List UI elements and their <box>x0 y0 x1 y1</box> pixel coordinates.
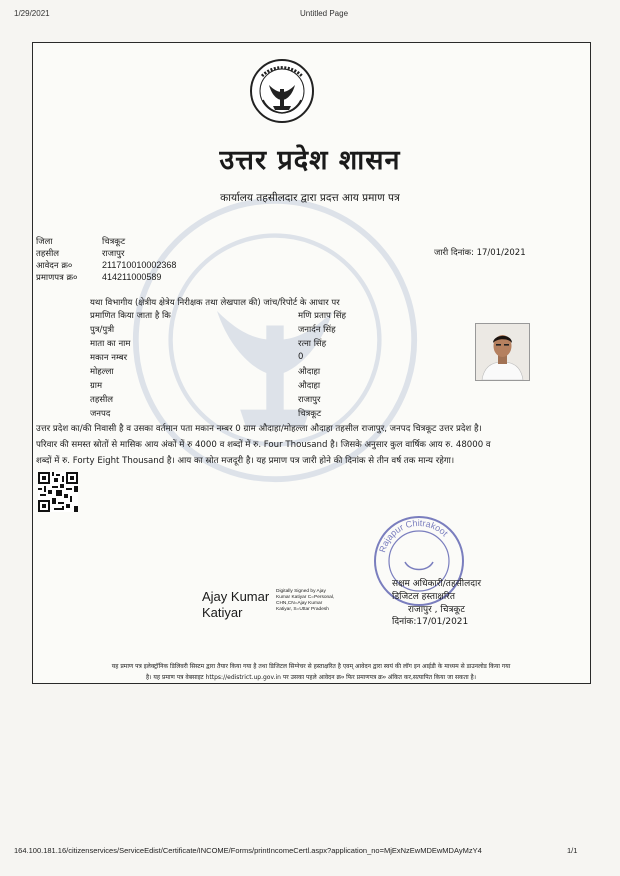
print-date: 1/29/2021 <box>14 9 50 18</box>
footer-note-line: यह प्रमाण पत्र इलेक्ट्रॉनिक डिलिवरी सिस्टम द्वारा तैयार किया गया है तथा डिजिटल सिग्नेचर से हस्ताक्षरित है एवम् आवेदन द्वारा स्वयं की लॉग इन आईडी के माध्यम से डाउनलोड किया गया <box>111 663 511 670</box>
page-count: 1/1 <box>567 846 578 855</box>
detail-value: 0 <box>298 352 304 362</box>
tehsil-label: तहसील <box>36 249 60 259</box>
svg-text:Rajapur Chitrakoot: Rajapur Chitrakoot <box>377 517 450 554</box>
detail-label: पुत्र/पुत्री <box>90 325 115 335</box>
print-url: 164.100.181.16/citizenservices/ServiceEdist/Certificate/INCOME/Forms/printIncomeCertl.aspx?application_no=MjExNzEwMDEwMDAyMzY4 <box>14 846 482 855</box>
detail-label: जनपद <box>90 409 111 419</box>
certificate-no-value: 414211000589 <box>102 272 162 282</box>
detail-label: तहसील <box>90 395 114 405</box>
detail-label: ग्राम <box>90 381 103 391</box>
district-value: चित्रकूट <box>102 237 126 247</box>
signer-name-line2: Katiyar <box>202 605 243 620</box>
certificate-no-label: प्रमाणपत्र क्र० <box>36 273 78 283</box>
detail-value: राजापुर <box>298 395 321 405</box>
application-no-label: आवेदन क्र० <box>36 261 73 271</box>
authority-date: दिनांक:17/01/2021 <box>392 617 469 627</box>
detail-label: मकान नम्बर <box>90 353 128 363</box>
footer-note-line: है। यह प्रमाण पत्र वेबसाइट https://edistrict.up.gov.in पर उसका पहले आवेदन क्र० फिर प्रमाणपत्र क्र० अंकित कर,सत्यापित किया जा सकता है। <box>146 674 476 681</box>
digital-sign-detail: Kumar Katiyar C=Personal, <box>276 595 335 600</box>
detail-label: प्रमाणित किया जाता है कि <box>90 311 171 321</box>
signer-name-line1: Ajay Kumar <box>202 589 270 604</box>
authority-title: सक्षम अधिकारी/तहसीलदार <box>392 579 482 589</box>
page-title: Untitled Page <box>300 9 349 18</box>
qr-code <box>38 472 78 512</box>
applicant-photo <box>475 323 530 381</box>
detail-value: रत्ना सिंह <box>298 339 327 349</box>
certificate-subtitle: कार्यालय तहसीलदार द्वारा प्रदत्त आय प्रमाण पत्र <box>220 192 400 204</box>
digital-sign-detail: CHN,CN=Ajay Kumar <box>276 601 323 606</box>
detail-label: माता का नाम <box>90 339 131 349</box>
detail-value: चित्रकूट <box>298 409 322 419</box>
details-intro: यथा विभागीय (क्षेत्रीय क्षेत्रेय निरीक्षक तथा लेखपाल की) जांच/रिपोर्ट के आधार पर <box>90 298 340 308</box>
digital-sign-detail: Digitally Signed by Ajay <box>276 589 326 594</box>
statement-line: उत्तर प्रदेश का/की निवासी है व उसका वर्तमान पता मकान नम्बर 0 ग्राम औदाहा/मोहल्ला औदाहा तहसील राजापुर, जनपद चित्रकूट उत्तर प्रदेश है। <box>36 424 482 434</box>
up-government-emblem-icon <box>249 58 315 124</box>
district-label: जिला <box>36 237 53 247</box>
tehsil-value: राजापुर <box>102 249 125 259</box>
application-no-value: 211710010002368 <box>102 260 177 270</box>
authority-location: राजापुर , चित्रकूट <box>408 605 465 615</box>
detail-value: औदाहा <box>298 381 321 391</box>
statement-line: शब्दों में रु. Forty Eight Thousand है। आय का स्रोत मजदूरी है। यह प्रमाण पत्र जारी होने की दिनांक से तीन वर्ष तक मान्य रहेगा। <box>36 456 455 466</box>
detail-value: मणि प्रताप सिंह <box>298 311 347 321</box>
statement-line: परिवार की समस्त स्रोतों से मासिक आय अंकों में रु 4000 व शब्दों में रु. Four Thousand है। जिसके अनुसार कुल वार्षिक आय रु. 48000 व <box>36 440 491 450</box>
issue-date: जारी दिनांक: 17/01/2021 <box>434 248 526 258</box>
detail-value: औदाहा <box>298 367 321 377</box>
certificate-title: उत्तर प्रदेश शासन <box>219 145 401 176</box>
detail-label: मोहल्ला <box>90 367 114 377</box>
detail-value: जनार्दन सिंह <box>298 325 336 335</box>
digital-sign-detail: Katiyar, S=Uttar Pradesh <box>276 607 329 612</box>
digitally-signed-label: डिजिटल हस्ताक्षरित <box>392 592 455 602</box>
